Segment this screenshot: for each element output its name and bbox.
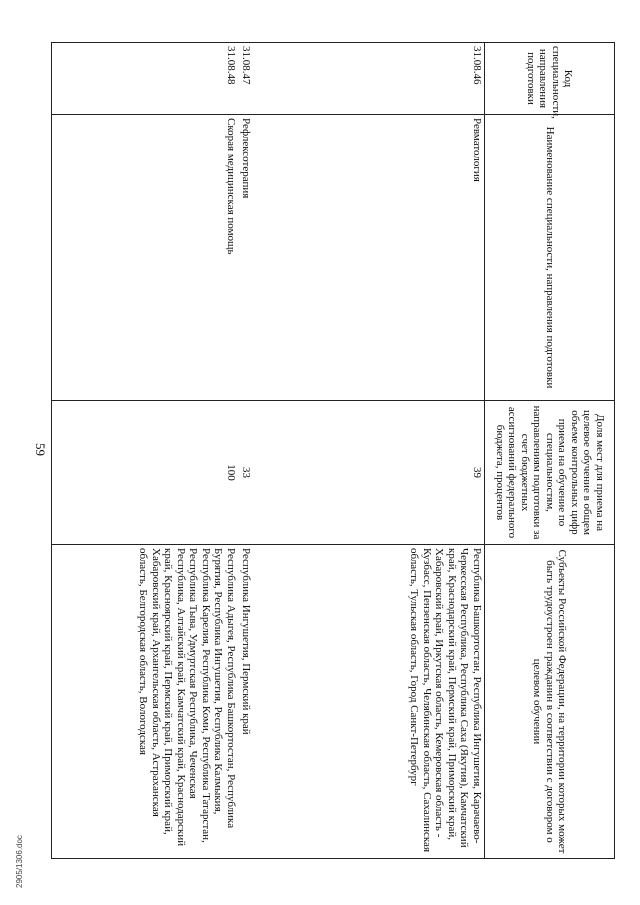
table-header-row: [485, 43, 615, 859]
row-code: 31.08.46: [254, 43, 485, 115]
document-id: 2905/1306.doc: [15, 835, 24, 888]
table-row: [254, 43, 485, 859]
row-code: 31.08.48: [52, 43, 238, 115]
row-share: 100: [52, 401, 238, 545]
row-share: 39: [254, 401, 485, 545]
rotated-table-container: [53, 42, 615, 858]
row-name: Скорая медицинская помощь: [52, 115, 238, 401]
row-name: Ревматология: [254, 115, 485, 401]
page-number: 59: [33, 443, 48, 456]
table-row: [238, 43, 254, 859]
row-share: 33: [238, 401, 254, 545]
header-regions: Субъекты Российской Федерации, на территории которых может быть трудоустроен гражданин в соответствии с договором о целевом обучении: [485, 545, 615, 859]
row-regions: Республика Ингушетия, Пермский край: [238, 545, 254, 859]
targeted-training-table: [52, 42, 616, 859]
header-code: Код специальности, направления подготовки: [485, 43, 615, 115]
header-share: Доля мест для приема на целевое обучение в общем объеме контрольных цифр приема на обучение по специальностям, направлениям подготовки за счет бюджетных ассигнований федерального бюджета, процентов: [485, 401, 615, 545]
table-row: [52, 43, 238, 859]
row-regions: Республика Адыгея, Республика Башкортостан, Республика Бурятия, Республика Ингушетия, Республика Калмыкия, Республика Карелия, Республика Коми, Республика Татарстан, Республика Тыва, Удмуртская Республика, Чеченская Республика, Алтайский край, Камчатский край, Краснодарский край, Красноярский край, Пермский край, Приморский край, Хабаровский край, Архангельская область, Астраханская область, Белгородская область, Вологодская: [52, 545, 238, 859]
row-code: 31.08.47: [238, 43, 254, 115]
row-name: Рефлексотерапия: [238, 115, 254, 401]
header-name: Наименование специальности, направления подготовки: [485, 115, 615, 401]
row-regions: Республика Башкортостан, Республика Ингушетия, Карачаево-Черкесская Республика, Республика Саха (Якутия), Камчатский край, Краснодарский край, Пермский край, Приморский край, Хабаровский край, Иркутская область, Кемеровская область - Кузбасс, Пензенская область, Челябинская область, Сахалинская область, Тульская область, Город Санкт-Петербург: [254, 545, 485, 859]
